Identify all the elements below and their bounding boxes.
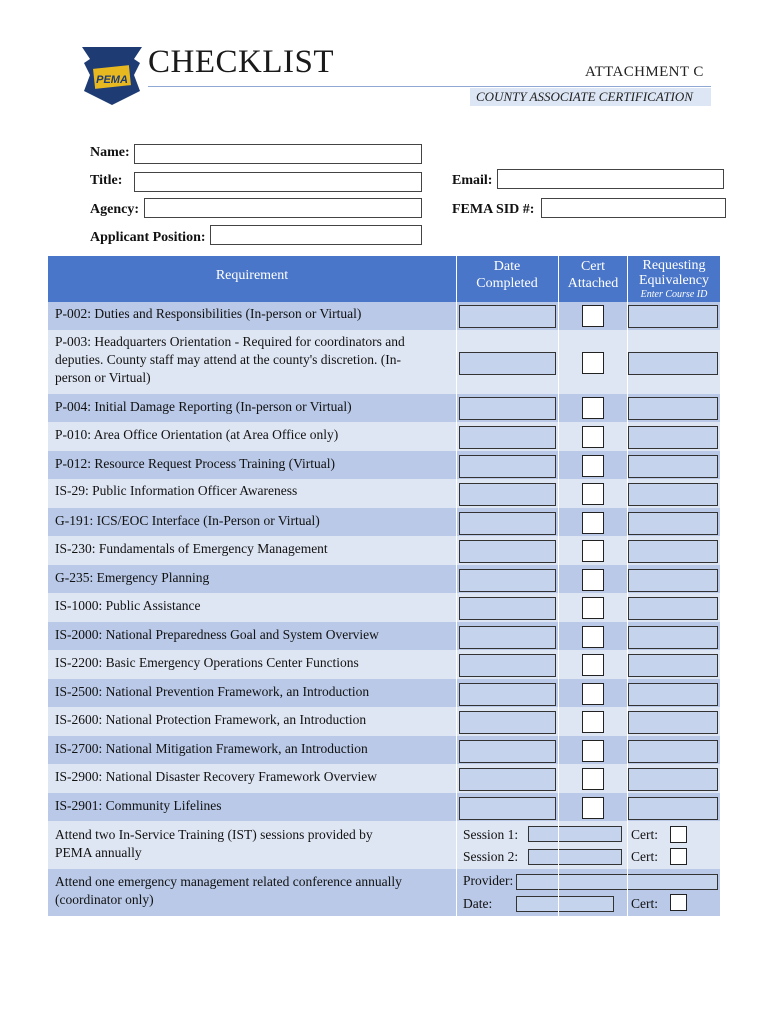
table-row bbox=[48, 536, 720, 565]
table-row bbox=[48, 330, 720, 394]
cert-attached-checkbox[interactable] bbox=[582, 740, 604, 762]
date-completed-input[interactable] bbox=[459, 540, 556, 563]
requirement-text: IS-2901: Community Lifelines bbox=[55, 798, 222, 813]
requesting-equivalency-input[interactable] bbox=[628, 352, 718, 375]
date-completed-input[interactable] bbox=[459, 683, 556, 706]
requirement-text: P-012: Resource Request Process Training (Virtual) bbox=[55, 456, 336, 471]
requirement-text: P-010: Area Office Orientation (at Area Office only) bbox=[55, 427, 339, 442]
cert-attached-checkbox[interactable] bbox=[582, 483, 604, 505]
header-cert-line1: Cert bbox=[580, 259, 606, 274]
agency-field[interactable] bbox=[144, 198, 422, 218]
date-completed-input[interactable] bbox=[459, 597, 556, 620]
attachment-label: ATTACHMENT C bbox=[585, 64, 704, 80]
requesting-equivalency-input[interactable] bbox=[628, 569, 718, 592]
provider-input[interactable] bbox=[516, 874, 718, 890]
date-completed-input[interactable] bbox=[459, 654, 556, 677]
page-title: CHECKLIST bbox=[148, 44, 334, 80]
table-row bbox=[48, 565, 720, 593]
applicant-position-label: Applicant Position: bbox=[90, 230, 206, 245]
table-row bbox=[48, 508, 720, 536]
session-1-label: Session 1: bbox=[463, 827, 519, 842]
header-date-line1: Date bbox=[493, 259, 521, 274]
session-1-cert-label: Cert: bbox=[631, 827, 658, 842]
requesting-equivalency-input[interactable] bbox=[628, 683, 718, 706]
table-row bbox=[48, 622, 720, 650]
cert-attached-checkbox[interactable] bbox=[582, 597, 604, 619]
provider-label: Provider: bbox=[463, 873, 514, 888]
applicant-position-field[interactable] bbox=[210, 225, 422, 245]
requirement-text: IS-2500: National Prevention Framework, an Introduction bbox=[55, 684, 370, 699]
cert-attached-checkbox[interactable] bbox=[582, 426, 604, 448]
requesting-equivalency-input[interactable] bbox=[628, 654, 718, 677]
table-header bbox=[48, 256, 720, 302]
requirement-text: IS-2600: National Protection Framework, an Introduction bbox=[55, 712, 367, 727]
header-cert-line2: Attached bbox=[567, 276, 619, 291]
email-label: Email: bbox=[452, 173, 493, 188]
cert-attached-checkbox[interactable] bbox=[582, 569, 604, 591]
requirement-text: G-191: ICS/EOC Interface (In-Person or Virtual) bbox=[55, 513, 320, 528]
requesting-equivalency-input[interactable] bbox=[628, 426, 718, 449]
conference-cert-checkbox[interactable] bbox=[670, 894, 687, 911]
date-completed-input[interactable] bbox=[459, 626, 556, 649]
requirement-text: IS-1000: Public Assistance bbox=[55, 598, 201, 613]
cert-attached-checkbox[interactable] bbox=[582, 540, 604, 562]
header-requesting-sub: Enter Course ID bbox=[640, 289, 708, 300]
date-completed-input[interactable] bbox=[459, 352, 556, 375]
cert-attached-checkbox[interactable] bbox=[582, 683, 604, 705]
header-date-line2: Completed bbox=[476, 276, 538, 291]
date-completed-input[interactable] bbox=[459, 768, 556, 791]
table-row bbox=[48, 679, 720, 707]
svg-text:PEMA: PEMA bbox=[96, 74, 128, 86]
conference-requirement-text: Attend one emergency management related conference annually (coordinator only) bbox=[55, 874, 402, 907]
table-row bbox=[48, 451, 720, 479]
date-completed-input[interactable] bbox=[459, 711, 556, 734]
header-requirement: Requirement bbox=[215, 268, 289, 283]
session-2-input[interactable] bbox=[528, 849, 622, 865]
requesting-equivalency-input[interactable] bbox=[628, 797, 718, 820]
conference-date-label: Date: bbox=[463, 896, 493, 911]
table-row bbox=[48, 650, 720, 679]
fema-sid-label: FEMA SID #: bbox=[452, 202, 535, 217]
requirement-text: IS-29: Public Information Officer Awareness bbox=[55, 483, 298, 498]
title-label: Title: bbox=[90, 173, 123, 188]
requesting-equivalency-input[interactable] bbox=[628, 711, 718, 734]
header-requesting-line2: Equivalency bbox=[639, 273, 709, 288]
requesting-equivalency-input[interactable] bbox=[628, 626, 718, 649]
date-completed-input[interactable] bbox=[459, 305, 556, 328]
date-completed-input[interactable] bbox=[459, 426, 556, 449]
date-completed-input[interactable] bbox=[459, 512, 556, 535]
requirement-text: IS-2900: National Disaster Recovery Framework Overview bbox=[55, 769, 378, 784]
email-field[interactable] bbox=[497, 169, 724, 189]
session-1-input[interactable] bbox=[528, 826, 622, 842]
column-divider bbox=[456, 256, 457, 916]
session-2-label: Session 2: bbox=[463, 849, 519, 864]
date-completed-input[interactable] bbox=[459, 455, 556, 478]
requirement-text: G-235: Emergency Planning bbox=[55, 570, 210, 585]
requesting-equivalency-input[interactable] bbox=[628, 455, 718, 478]
date-completed-input[interactable] bbox=[459, 397, 556, 420]
requesting-equivalency-input[interactable] bbox=[628, 483, 718, 506]
cert-attached-checkbox[interactable] bbox=[582, 626, 604, 648]
conference-date-input[interactable] bbox=[516, 896, 614, 912]
requesting-equivalency-input[interactable] bbox=[628, 768, 718, 791]
header-requesting-line1: Requesting bbox=[642, 258, 706, 273]
session-2-cert-label: Cert: bbox=[631, 849, 658, 864]
name-label: Name: bbox=[90, 145, 130, 160]
table-row bbox=[48, 736, 720, 764]
requesting-equivalency-input[interactable] bbox=[628, 540, 718, 563]
name-field[interactable] bbox=[134, 144, 422, 164]
requirement-text: P-004: Initial Damage Reporting (In-person or Virtual) bbox=[55, 399, 352, 414]
cert-attached-checkbox[interactable] bbox=[582, 797, 604, 819]
requirement-text: IS-2200: Basic Emergency Operations Center Functions bbox=[55, 655, 359, 670]
pema-keystone-logo bbox=[80, 45, 144, 107]
table-row bbox=[48, 394, 720, 422]
header-rule bbox=[148, 86, 711, 87]
requirement-text: P-003: Headquarters Orientation - Required for coordinators and deputies. County staff may attend at the county's discretion. (In-person or Virtual) bbox=[55, 334, 405, 385]
requesting-equivalency-input[interactable] bbox=[628, 397, 718, 420]
requirement-text: P-002: Duties and Responsibilities (In-person or Virtual) bbox=[55, 306, 362, 321]
table-row bbox=[48, 793, 720, 821]
requesting-equivalency-input[interactable] bbox=[628, 740, 718, 763]
date-completed-input[interactable] bbox=[459, 740, 556, 763]
table-row bbox=[48, 764, 720, 793]
session-2-cert-checkbox[interactable] bbox=[670, 848, 687, 865]
cert-attached-checkbox[interactable] bbox=[582, 455, 604, 477]
table-row bbox=[48, 302, 720, 330]
cert-attached-checkbox[interactable] bbox=[582, 711, 604, 733]
date-completed-input[interactable] bbox=[459, 797, 556, 820]
session-1-cert-checkbox[interactable] bbox=[670, 826, 687, 843]
table-row bbox=[48, 593, 720, 622]
column-divider bbox=[558, 256, 559, 916]
cert-attached-checkbox[interactable] bbox=[582, 397, 604, 419]
ist-requirement-text: Attend two In-Service Training (IST) sessions provided by PEMA annually bbox=[55, 827, 373, 860]
cert-attached-checkbox[interactable] bbox=[582, 768, 604, 790]
page-subtitle: COUNTY ASSOCIATE CERTIFICATION bbox=[476, 89, 693, 104]
requirement-text: IS-2000: National Preparedness Goal and System Overview bbox=[55, 627, 379, 642]
requirement-text: IS-2700: National Mitigation Framework, an Introduction bbox=[55, 741, 368, 756]
requesting-equivalency-input[interactable] bbox=[628, 597, 718, 620]
requesting-equivalency-input[interactable] bbox=[628, 512, 718, 535]
column-divider bbox=[627, 256, 628, 916]
table-row bbox=[48, 479, 720, 508]
date-completed-input[interactable] bbox=[459, 569, 556, 592]
requesting-equivalency-input[interactable] bbox=[628, 305, 718, 328]
title-field[interactable] bbox=[134, 172, 422, 192]
table-row bbox=[48, 422, 720, 451]
conference-cert-label: Cert: bbox=[631, 896, 658, 911]
fema-sid-field[interactable] bbox=[541, 198, 726, 218]
cert-attached-checkbox[interactable] bbox=[582, 512, 604, 534]
date-completed-input[interactable] bbox=[459, 483, 556, 506]
cert-attached-checkbox[interactable] bbox=[582, 352, 604, 374]
table-row bbox=[48, 707, 720, 736]
agency-label: Agency: bbox=[90, 202, 139, 217]
cert-attached-checkbox[interactable] bbox=[582, 654, 604, 676]
cert-attached-checkbox[interactable] bbox=[582, 305, 604, 327]
requirement-text: IS-230: Fundamentals of Emergency Management bbox=[55, 541, 328, 556]
